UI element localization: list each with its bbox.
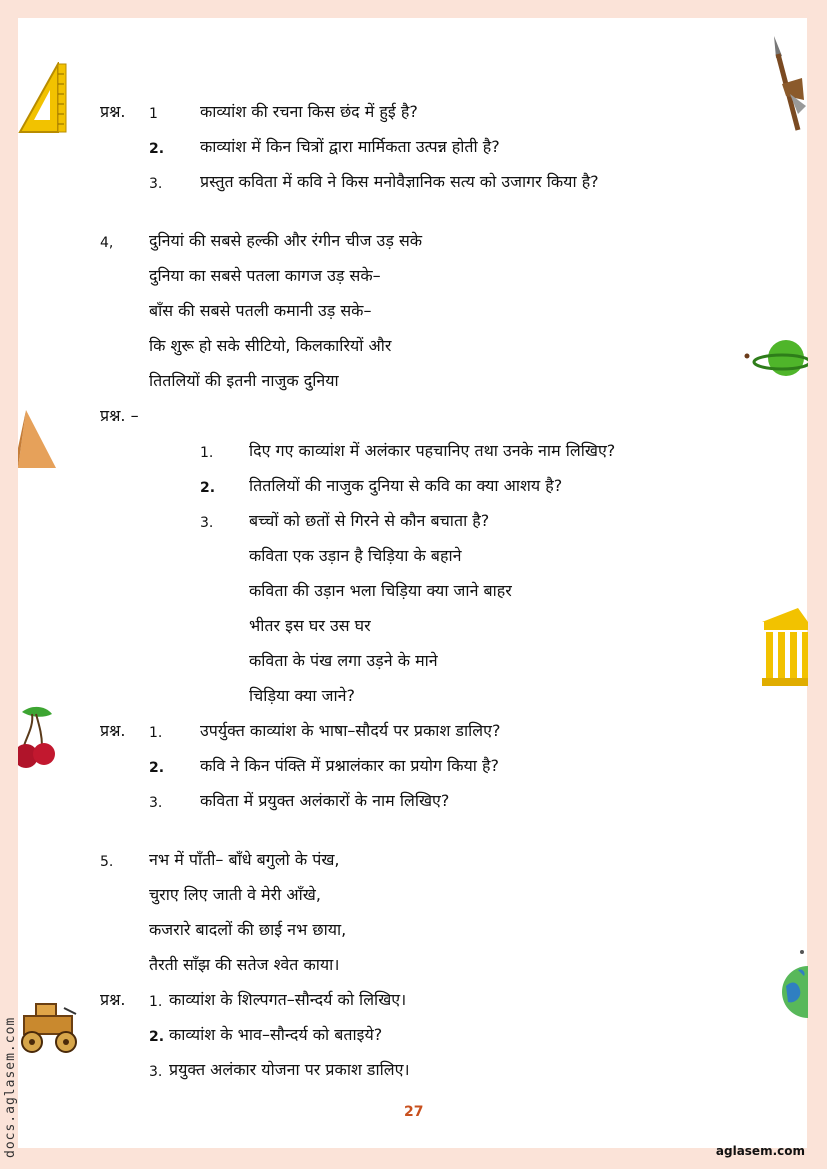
question-number: 1.: [149, 994, 163, 1010]
ruler-set-square-icon: [18, 62, 68, 134]
question-number: 3.: [200, 515, 214, 531]
question-text: बच्चों को छतों से गिरने से कौन बचाता है?: [249, 511, 490, 530]
verse-line: कविता के पंख लगा उड़ने के माने: [249, 651, 438, 670]
question-text: कवि ने किन पंक्ति में प्रश्नालंकार का प्रयोग किया है?: [200, 756, 499, 775]
poem-line: बाँस की सबसे पतली कमानी उड़ सके–: [149, 301, 372, 320]
question-number: 2.: [200, 480, 216, 496]
side-watermark: docs.aglasem.com: [3, 1016, 18, 1158]
footer-site-link[interactable]: aglasem.com: [715, 1144, 805, 1158]
poem-line: नभ में पाँती– बाँधे बगुलो के पंख,: [149, 850, 340, 869]
pyramid-icon: [18, 408, 58, 470]
poem-line: कि शुरू हो सके सीटियो, किलकारियों और: [149, 336, 392, 355]
cherries-icon: [18, 704, 58, 776]
question-number: 2.: [149, 1029, 165, 1045]
question-text: काव्यांश की रचना किस छंद में हुई है?: [200, 102, 418, 121]
question-number: 3.: [149, 1064, 163, 1080]
passage-number: 4,: [100, 235, 114, 251]
question-label: प्रश्न.: [100, 990, 126, 1009]
poem-line: कजरारे बादलों की छाई नभ छाया,: [149, 920, 347, 939]
poem-line: दुनिया का सबसे पतला कागज उड़ सके–: [149, 266, 381, 285]
question-number: 3.: [149, 176, 163, 192]
spear-axe-icon: [768, 34, 808, 134]
poem-line: चुराए लिए जाती वे मेरी आँखे,: [149, 885, 321, 904]
question-text: काव्यांश के शिल्पगत–सौन्दर्य को लिखिए।: [169, 990, 407, 1009]
question-text: काव्यांश में किन चित्रों द्वारा मार्मिकता उत्पन्न होती है?: [200, 137, 500, 156]
verse-line: चिड़िया क्या जाने?: [249, 686, 355, 705]
question-number: 2.: [149, 760, 165, 776]
verse-line: कविता एक उड़ान है चिड़िया के बहाने: [249, 546, 462, 565]
question-number: 1.: [149, 725, 163, 741]
verse-line: कविता की उड़ान भला चिड़िया क्या जाने बाहर: [249, 581, 512, 600]
page-number: 27: [404, 1104, 424, 1120]
question-number: 1.: [200, 445, 214, 461]
question-number: 1: [149, 106, 158, 122]
question-label: प्रश्न. –: [100, 406, 139, 425]
question-text: कविता में प्रयुक्त अलंकारों के नाम लिखिए?: [200, 791, 450, 810]
poem-line: तैरती साँझ की सतेज श्वेत काया।: [149, 955, 340, 974]
passage-number: 5.: [100, 854, 114, 870]
question-label: प्रश्न.: [100, 721, 126, 740]
question-text: प्रयुक्त अलंकार योजना पर प्रकाश डालिए।: [169, 1060, 410, 1079]
question-number: 2.: [149, 141, 165, 157]
poem-line: दुनियां की सबसे हल्की और रंगीन चीज उड़ सके: [149, 231, 423, 250]
greek-temple-icon: [762, 608, 808, 688]
question-label: प्रश्न.: [100, 102, 126, 121]
question-text: उपर्युक्त काव्यांश के भाषा–सौदर्य पर प्रकाश डालिए?: [200, 721, 501, 740]
verse-line: भीतर इस घर उस घर: [249, 616, 371, 635]
vintage-car-icon: [18, 1000, 82, 1058]
question-number: 3.: [149, 795, 163, 811]
question-text: तितलियों की नाजुक दुनिया से कवि का क्या आशय है?: [249, 476, 563, 495]
question-text: काव्यांश के भाव–सौन्दर्य को बताइये?: [169, 1025, 383, 1044]
poem-line: तितलियों की इतनी नाजुक दुनिया: [149, 371, 339, 390]
globe-icon: [780, 946, 808, 1020]
question-text: प्रस्तुत कविता में कवि ने किस मनोवैज्ञानिक सत्य को उजागर किया है?: [200, 172, 599, 191]
planet-icon: [742, 336, 808, 382]
question-text: दिए गए काव्यांश में अलंकार पहचानिए तथा उनके नाम लिखिए?: [249, 441, 616, 460]
